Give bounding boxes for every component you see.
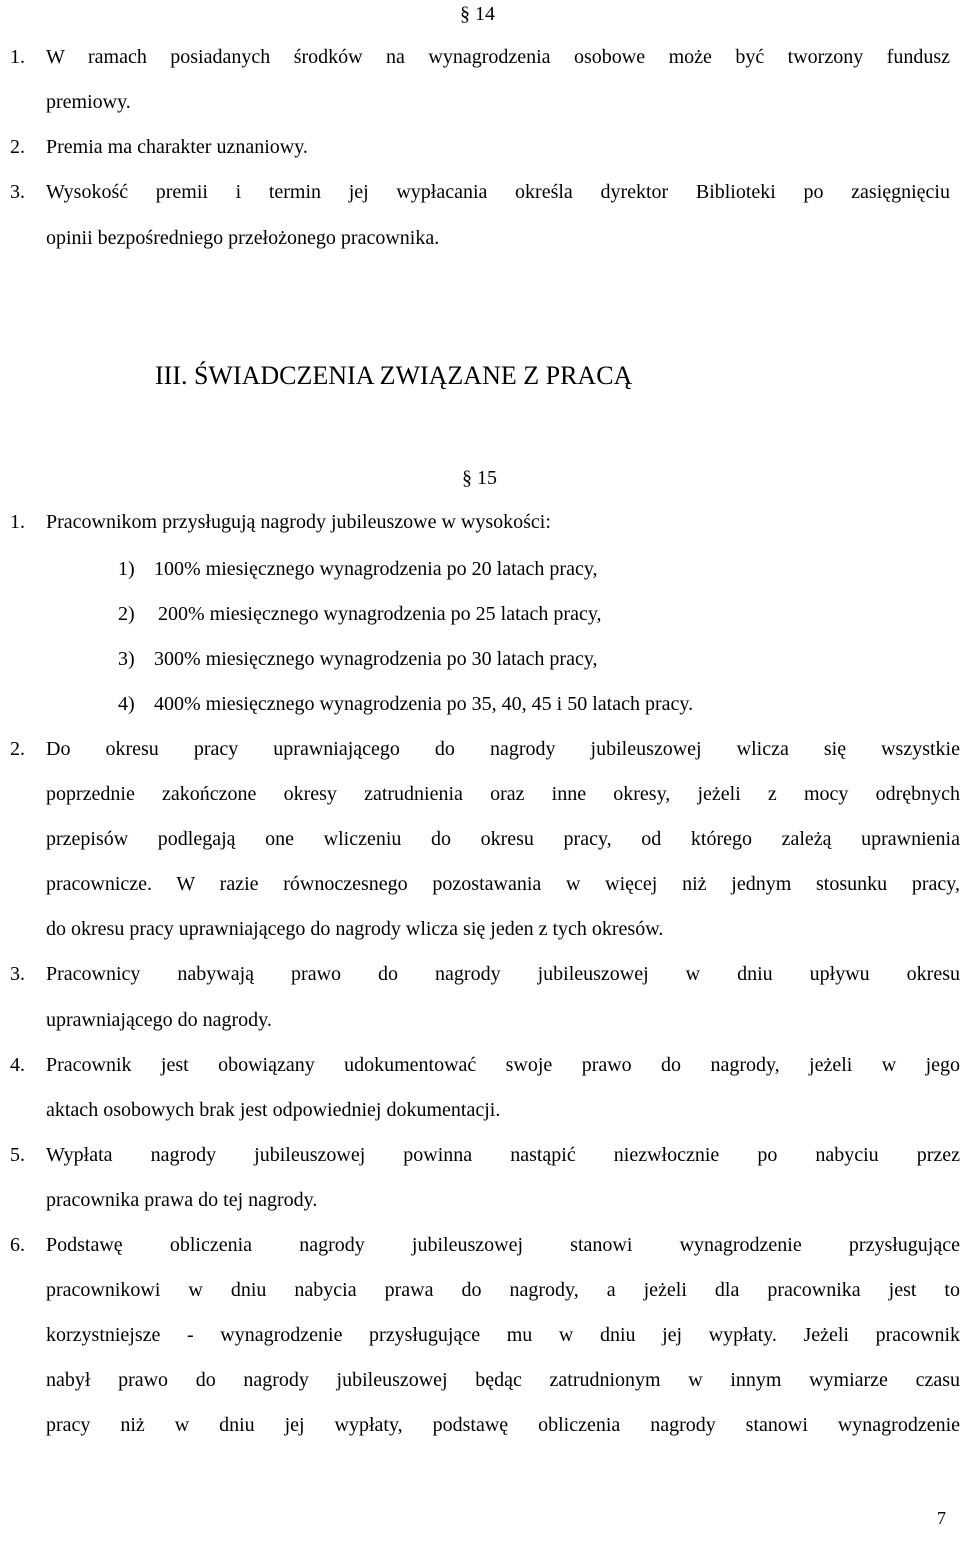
s15-item-6-line-4: nabył prawo do nagrody jubileuszowej będąc zatrudnionym w innym wymiarze czasu (46, 1369, 960, 1391)
s15-item-1-num: 1. (10, 511, 25, 533)
s15-item-2-line-5: do okresu pracy uprawniającego do nagrody wlicza się jeden z tych okresów. (46, 918, 664, 940)
s15-item-1-intro: Pracownikom przysługują nagrody jubileuszowe w wysokości: (46, 511, 551, 533)
s15-item-4-num: 4. (10, 1054, 25, 1076)
s15-subitem-1-text: 100% miesięcznego wynagrodzenia po 20 latach pracy, (154, 558, 598, 580)
s15-item-6-line-2: pracownikowi w dniu nabycia prawa do nagrody, a jeżeli dla pracownika jest to (46, 1279, 960, 1301)
s14-item-1-line-2: premiowy. (46, 91, 131, 113)
s15-subitem-4-text: 400% miesięcznego wynagrodzenia po 35, 40, 45 i 50 latach pracy. (154, 693, 694, 715)
chapter-heading: III. ŚWIADCZENIA ZWIĄZANE Z PRACĄ (155, 361, 633, 390)
s14-item-3-line-1: Wysokość premii i termin jej wypłacania określa dyrektor Biblioteki po zasięgnięciu (46, 181, 950, 203)
s15-subitem-2-num: 2) (118, 603, 135, 625)
s14-item-1-num: 1. (10, 46, 25, 68)
s14-item-3-line-2: opinii bezpośredniego przełożonego pracownika. (46, 227, 440, 249)
s15-item-3-line-2: uprawniającego do nagrody. (46, 1009, 272, 1031)
s15-subitem-2-text: 200% miesięcznego wynagrodzenia po 25 latach pracy, (158, 603, 602, 625)
section-15-sign: § 15 (462, 467, 497, 489)
s15-item-5-num: 5. (10, 1144, 25, 1166)
s15-item-2-line-4: pracownicze. W razie równoczesnego pozostawania w więcej niż jednym stosunku pracy, (46, 873, 960, 895)
s14-item-2-line-1: Premia ma charakter uznaniowy. (46, 136, 308, 158)
s15-item-6-line-3: korzystniejsze - wynagrodzenie przysługujące mu w dniu jej wypłaty. Jeżeli pracownik (46, 1324, 960, 1346)
s15-item-6-line-5: pracy niż w dniu jej wypłaty, podstawę obliczenia nagrody stanowi wynagrodzenie (46, 1414, 960, 1436)
section-14-sign: § 14 (460, 3, 495, 25)
s14-item-2-num: 2. (10, 136, 25, 158)
s15-item-2-line-1: Do okresu pracy uprawniającego do nagrody jubileuszowej wlicza się wszystkie (46, 738, 960, 760)
s15-subitem-1-num: 1) (118, 558, 135, 580)
s15-subitem-3-num: 3) (118, 648, 135, 670)
s14-item-1-line-1: W ramach posiadanych środków na wynagrodzenia osobowe może być tworzony fundusz (46, 46, 950, 68)
s15-item-2-num: 2. (10, 738, 25, 760)
s15-item-3-num: 3. (10, 963, 25, 985)
s15-item-6-line-1: Podstawę obliczenia nagrody jubileuszowej stanowi wynagrodzenie przysługujące (46, 1234, 960, 1256)
s15-item-6-num: 6. (10, 1234, 25, 1256)
s15-item-3-line-1: Pracownicy nabywają prawo do nagrody jubileuszowej w dniu upływu okresu (46, 963, 960, 985)
s15-item-4-line-2: aktach osobowych brak jest odpowiedniej dokumentacji. (46, 1099, 501, 1121)
s15-item-2-line-2: poprzednie zakończone okresy zatrudnienia oraz inne okresy, jeżeli z mocy odrębnych (46, 783, 960, 805)
page-number: 7 (937, 1508, 946, 1528)
s15-item-5-line-2: pracownika prawa do tej nagrody. (46, 1189, 318, 1211)
s15-item-4-line-1: Pracownik jest obowiązany udokumentować swoje prawo do nagrody, jeżeli w jego (46, 1054, 960, 1076)
s15-subitem-3-text: 300% miesięcznego wynagrodzenia po 30 latach pracy, (154, 648, 598, 670)
s15-item-5-line-1: Wypłata nagrody jubileuszowej powinna nastąpić niezwłocznie po nabyciu przez (46, 1144, 960, 1166)
s15-item-2-line-3: przepisów podlegają one wliczeniu do okresu pracy, od którego zależą uprawnienia (46, 828, 960, 850)
s15-subitem-4-num: 4) (118, 693, 135, 715)
s14-item-3-num: 3. (10, 181, 25, 203)
